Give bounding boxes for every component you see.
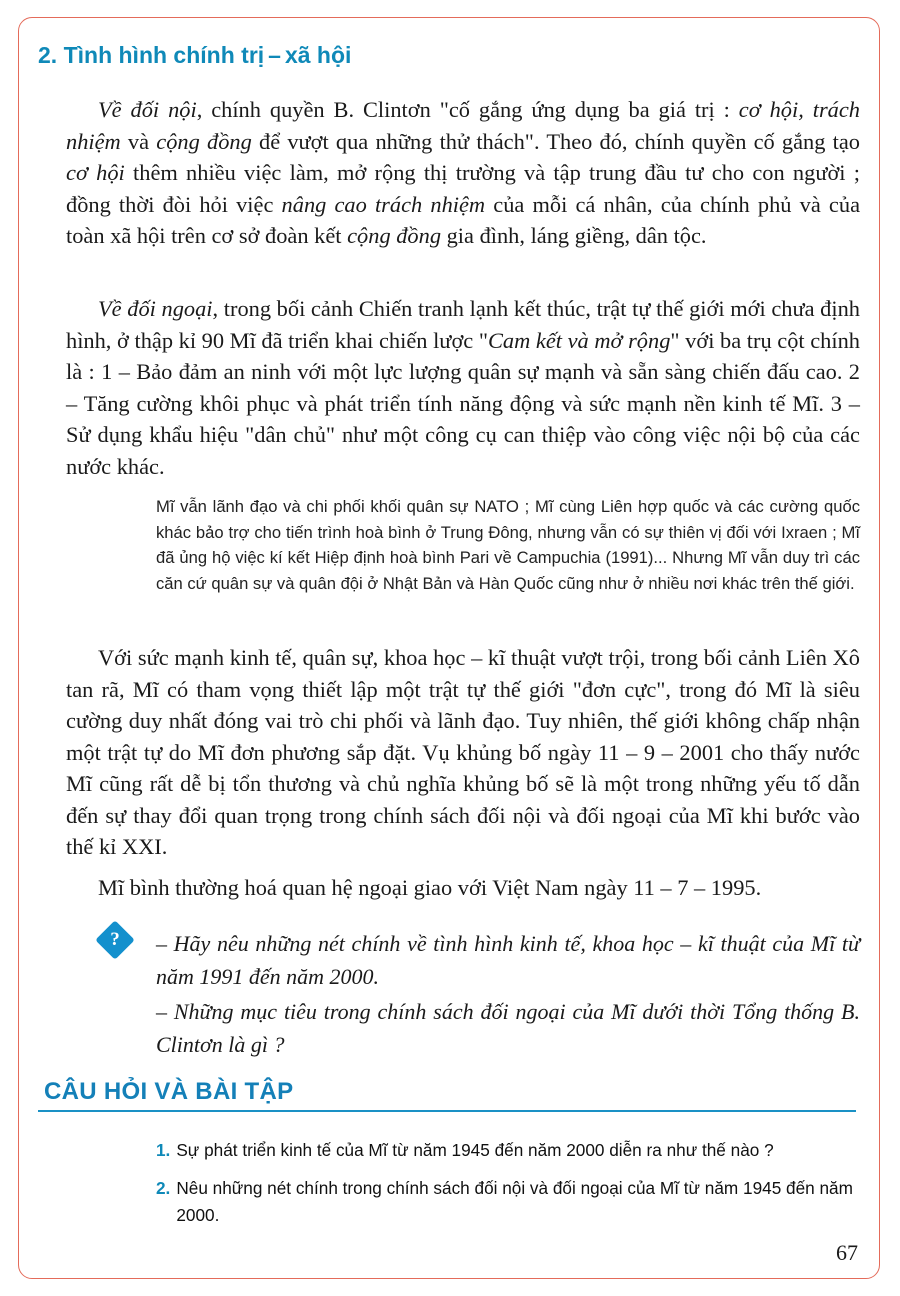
question-diamond-icon (95, 920, 135, 960)
exercise-text: Sự phát triển kinh tế của Mĩ từ năm 1945 đến năm 2000 diễn ra như thế nào ? (176, 1140, 774, 1160)
exercise-item (156, 1175, 862, 1228)
section-title-b: xã hội (284, 42, 352, 68)
exercise-text: Nêu những nét chính trong chính sách đối nội và đối ngoại của Mĩ từ năm 1945 đến năm 2000. (176, 1178, 853, 1225)
text-run: , chính quyền B. Clintơn "cố gắng ứng dụng ba giá trị : (196, 97, 739, 122)
emph-run: cơ hội (66, 160, 125, 185)
question-1: – Hãy nêu những nét chính về tình hình kinh tế, khoa học – kĩ thuật của Mĩ từ năm 1991 đến năm 2000. (156, 931, 860, 989)
page-number: 67 (836, 1240, 858, 1265)
paragraph-normalization: Mĩ bình thường hoá quan hệ ngoại giao với Việt Nam ngày 11 – 7 – 1995. (98, 875, 762, 900)
text-run: thêm nhiều việc làm, mở rộng thị trường và tập trung đầu tư cho con người ; đồng thời đòi hỏi việc (66, 160, 860, 217)
emph-domestic: Về đối nội (98, 97, 197, 122)
emph-run: cộng đồng (347, 223, 442, 248)
emph-run: Cam kết và mở rộng (487, 327, 671, 353)
paragraph-foreign-policy (66, 293, 860, 482)
question-2: – Những mục tiêu trong chính sách đối ngoại của Mĩ dưới thời Tổng thống B. Clintơn là gì ? (156, 999, 860, 1057)
section-title-a: Tình hình chính trị (63, 42, 265, 68)
emph-run: cơ hội, trách nhiệm (66, 97, 860, 154)
text-run: " với ba trụ cột chính là : 1 – Bảo đảm an ninh với một lực lượng quân sự mạnh và sẵn sàng chiến đấu cao. 2 – Tăng cường khôi phục và phát triển tính năng động và sức mạnh nền kinh tế Mĩ. 3 – Sử dụng khẩu hiệu "dân chủ" như một công cụ can thiệp vào công việc nội bộ của các nước khác. (66, 327, 860, 479)
question-mark: ? (110, 929, 120, 950)
exercise-item (156, 1137, 862, 1164)
exercises-divider (38, 1110, 856, 1112)
paragraph-unipolar: Với sức mạnh kinh tế, quân sự, khoa học – kĩ thuật vượt trội, trong bối cảnh Liên Xô tan rã, Mĩ có tham vọng thiết lập một trật tự thế giới "đơn cực", trong đó Mĩ là siêu cường duy nhất đóng vai trò chi phối và lãnh đạo. Tuy nhiên, thế giới không chấp nhận một trật tự do Mĩ đơn phương sắp đặt. Vụ khủng bố ngày 11 – 9 – 2001 cho thấy nước Mĩ cũng rất dễ bị tổn thương và chủ nghĩa khủng bố sẽ là một trong những yếu tố dẫn đến sự thay đổi quan trọng trong chính sách đối nội và đối ngoại của Mĩ khi bước vào thế kỉ XXI. (66, 645, 860, 859)
section-title-dash: – (268, 42, 281, 68)
section-number: 2. (38, 42, 58, 68)
section-heading (38, 42, 351, 69)
exercise-number: 1. (156, 1140, 171, 1160)
text-run: của mỗi cá nhân, của chính phủ và của toàn xã hội trên cơ sở đoàn kết (66, 191, 861, 248)
paragraph-domestic-policy (66, 94, 860, 252)
emph-foreign: Về đối ngoại (98, 296, 213, 321)
exercise-number: 2. (156, 1178, 171, 1198)
note-small-print: Mĩ vẫn lãnh đạo và chi phối khối quân sự NATO ; Mĩ cùng Liên hợp quốc và các cường quốc khác bảo trợ cho tiến trình hoà bình ở Trung Đông, nhưng vẫn có sự thiên vị đối với Ixraen ; Mĩ đã ủng hộ việc kí kết Hiệp định hoà bình Pari về Campuchia (1991)... Nhưng Mĩ vẫn duy trì các căn cứ quân sự và quân đội ở Nhật Bản và Hàn Quốc cũng như ở nhiều nơi khác trên thế giới. (156, 497, 860, 593)
emph-run: cộng đồng (156, 128, 252, 154)
exercises-heading: CÂU HỎI VÀ BÀI TẬP (44, 1078, 294, 1105)
text-run: , trong bối cảnh Chiến tranh lạnh kết thúc, trật tự thế giới mới chưa định hình, ở thập kỉ 90 Mĩ đã triển khai chiến lược " (66, 296, 860, 353)
text-run: để vượt qua những thử thách". Theo đó, chính quyền cố gắng tạo (251, 128, 860, 154)
text-run: gia đình, láng giềng, dân tộc. (441, 223, 707, 248)
text-run: và (120, 128, 157, 154)
emph-run: nâng cao trách nhiệm (281, 191, 486, 217)
